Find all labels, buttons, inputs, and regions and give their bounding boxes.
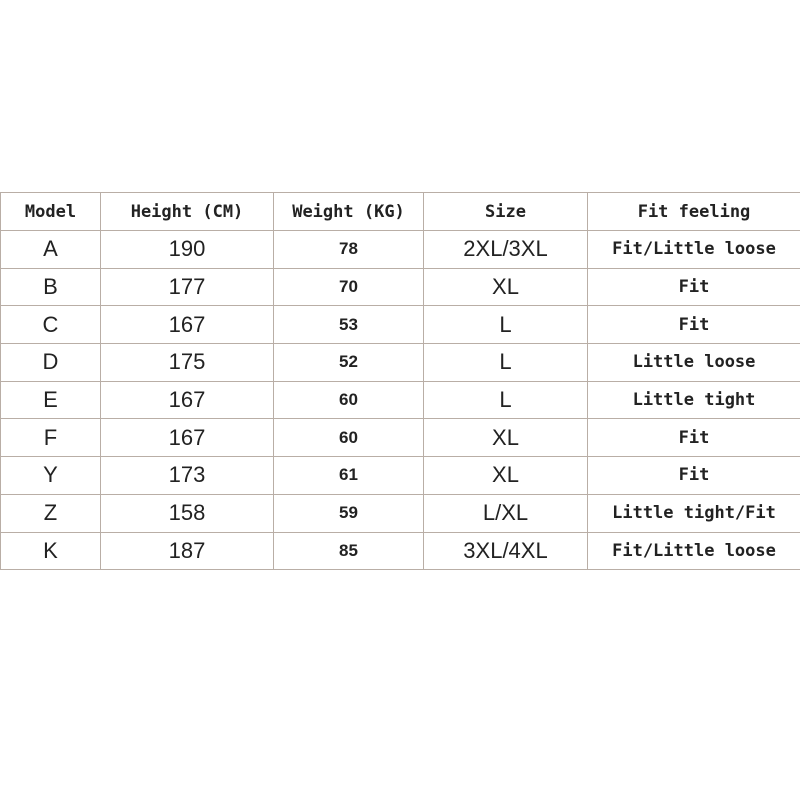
- header-weight: Weight (KG): [274, 193, 424, 231]
- cell-model: D: [1, 344, 101, 382]
- cell-fit-feeling: Fit: [588, 419, 800, 457]
- cell-weight: 85: [274, 532, 424, 570]
- cell-fit-feeling: Little loose: [588, 344, 800, 382]
- cell-weight: 53: [274, 306, 424, 344]
- cell-size: XL: [424, 457, 588, 495]
- cell-height: 158: [101, 494, 274, 532]
- cell-weight: 52: [274, 344, 424, 382]
- table-row: [1, 381, 800, 419]
- table-row: [1, 306, 800, 344]
- cell-model: K: [1, 532, 101, 570]
- table-row: [1, 419, 800, 457]
- cell-weight: 60: [274, 419, 424, 457]
- cell-fit-feeling: Fit/Little loose: [588, 532, 800, 570]
- table-row: [1, 494, 800, 532]
- cell-weight: 60: [274, 381, 424, 419]
- table-row: [1, 457, 800, 495]
- table-row: [1, 231, 800, 269]
- cell-model: E: [1, 381, 101, 419]
- cell-fit-feeling: Fit: [588, 306, 800, 344]
- cell-height: 167: [101, 419, 274, 457]
- cell-weight: 61: [274, 457, 424, 495]
- cell-size: L: [424, 381, 588, 419]
- cell-size: L: [424, 344, 588, 382]
- header-size: Size: [424, 193, 588, 231]
- header-fit-feeling: Fit feeling: [588, 193, 800, 231]
- cell-size: XL: [424, 419, 588, 457]
- cell-weight: 70: [274, 268, 424, 306]
- cell-fit-feeling: Little tight/Fit: [588, 494, 800, 532]
- cell-fit-feeling: Fit: [588, 457, 800, 495]
- cell-model: F: [1, 419, 101, 457]
- cell-weight: 78: [274, 231, 424, 269]
- cell-fit-feeling: Little tight: [588, 381, 800, 419]
- cell-size: L/XL: [424, 494, 588, 532]
- cell-model: Z: [1, 494, 101, 532]
- cell-height: 175: [101, 344, 274, 382]
- cell-size: 3XL/4XL: [424, 532, 588, 570]
- cell-model: B: [1, 268, 101, 306]
- cell-height: 167: [101, 381, 274, 419]
- table-row: [1, 532, 800, 570]
- cell-model: A: [1, 231, 101, 269]
- cell-height: 177: [101, 268, 274, 306]
- cell-height: 190: [101, 231, 274, 269]
- cell-size: XL: [424, 268, 588, 306]
- cell-size: L: [424, 306, 588, 344]
- cell-model: Y: [1, 457, 101, 495]
- cell-size: 2XL/3XL: [424, 231, 588, 269]
- table-body: [1, 231, 800, 570]
- cell-height: 167: [101, 306, 274, 344]
- table-header-row: [1, 193, 800, 231]
- cell-height: 187: [101, 532, 274, 570]
- header-model: Model: [1, 193, 101, 231]
- size-chart-table: [0, 192, 800, 570]
- cell-model: C: [1, 306, 101, 344]
- table-row: [1, 268, 800, 306]
- cell-weight: 59: [274, 494, 424, 532]
- cell-fit-feeling: Fit: [588, 268, 800, 306]
- cell-fit-feeling: Fit/Little loose: [588, 231, 800, 269]
- table-row: [1, 344, 800, 382]
- header-height: Height (CM): [101, 193, 274, 231]
- cell-height: 173: [101, 457, 274, 495]
